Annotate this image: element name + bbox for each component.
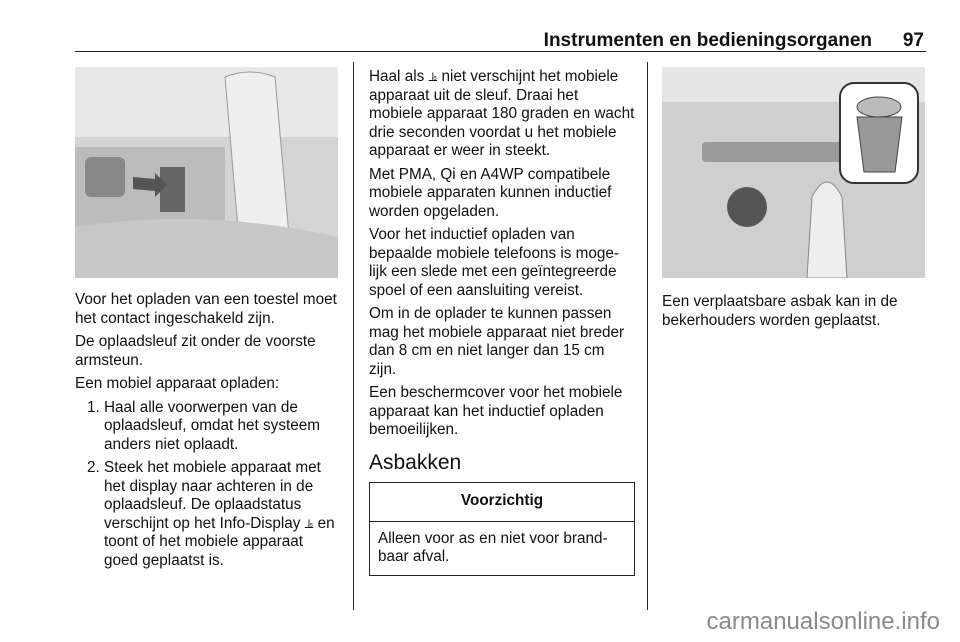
caution-box — [369, 482, 635, 576]
page-header-title: Instrumenten en bedieningsorganen — [543, 30, 872, 51]
paragraph: Een mobiel apparaat opladen: — [75, 375, 280, 392]
column-3 — [662, 293, 927, 335]
watermark: carmanualsonline.info — [706, 608, 940, 635]
paragraph: De oplaadsleuf zit onder de voorste armsteun. — [75, 333, 316, 369]
paragraph: Een verplaatsbare asbak kan in de bekerhouders worden geplaatst. — [662, 293, 898, 329]
ashtray-illustration — [662, 67, 925, 278]
phone-charging-icon: ⫡ — [304, 515, 314, 531]
armrest-charging-slot-illustration — [75, 67, 338, 278]
paragraph: Om in de oplader te kunnen passen mag het mobiele apparaat niet breder dan 8 cm en niet langer dan 15 cm zijn. — [369, 305, 625, 378]
column-1 — [75, 291, 340, 575]
column-2 — [369, 68, 635, 576]
phone-charging-icon: ⫡ — [428, 69, 438, 84]
section-heading: Asbakken — [369, 450, 462, 474]
column-divider — [353, 62, 354, 610]
page-number: 97 — [902, 30, 924, 51]
list-item: 1. Haal alle voorwerpen van de oplaadsleuf, omdat het systeem anders niet oplaadt. — [104, 399, 340, 455]
paragraph: Haal als ⫡ niet verschijnt het mobiele apparaat uit de sleuf. Draai het mobiele apparaat 180 graden en wacht drie seconden voordat u het mobiele apparaat er weer in steekt. — [369, 68, 635, 159]
paragraph: Voor het inductief opladen van bepaalde mobiele telefoons is moge-lijk een slede met een geïntegreerde spoel of een aansluiting vereist. — [369, 226, 620, 299]
paragraph: Met PMA, Qi en A4WP compatibele mobiele apparaten kunnen inductief worden opgeladen. — [369, 165, 612, 220]
paragraph: Voor het opladen van een toestel moet het contact ingeschakeld zijn. — [75, 291, 337, 327]
paragraph: Een beschermcover voor het mobiele apparaat kan het inductief opladen bemoeilijken. — [369, 384, 623, 438]
list-item: 2. Steek het mobiele apparaat met het display naar achteren in de oplaadsleuf. De oplaadstatus verschijnt op het Info-Display ⫡ en toont of het mobiele apparaat goed geplaatst is. — [104, 459, 340, 570]
steps-list — [75, 399, 340, 571]
column-divider — [647, 62, 648, 610]
caution-text: Alleen voor as en niet voor brand-baar afval. — [378, 529, 608, 565]
header-divider — [75, 51, 926, 52]
caution-title: Voorzichtig — [370, 483, 634, 522]
